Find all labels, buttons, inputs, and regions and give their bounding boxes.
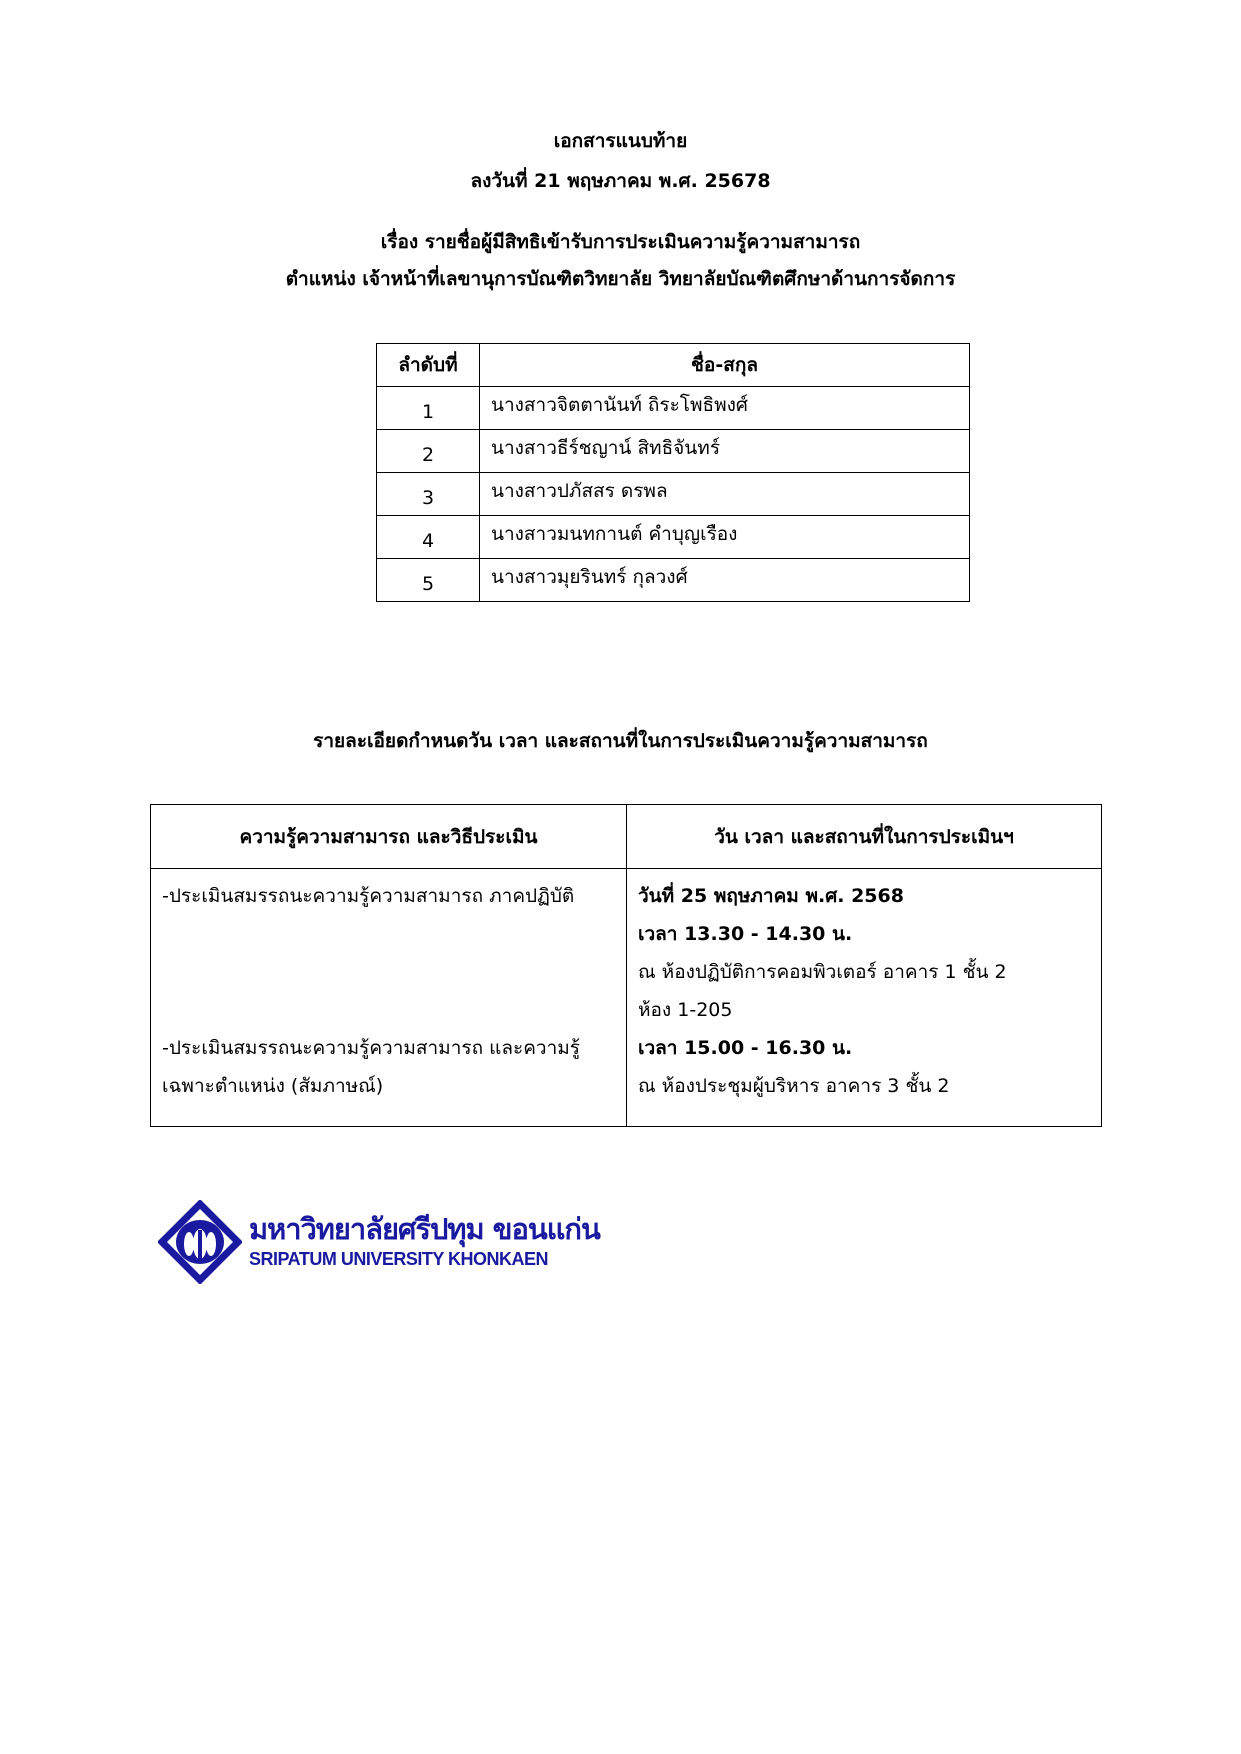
table-header-row [377, 344, 970, 387]
schedule-table [150, 804, 1102, 1127]
assessment-time-1: เวลา 13.30 - 14.30 น. [638, 923, 853, 945]
assessment-place-1-line2: ห้อง 1-205 [638, 999, 733, 1021]
assessment-place-2: ณ ห้องประชุมผู้บริหาร อาคาร 3 ชั้น 2 [638, 1075, 950, 1097]
document-subject: เรื่อง รายชื่อผู้มีสิทธิเข้ารับการประเมินความรู้ความสามารถ [380, 231, 861, 253]
assessment-place-1-line1: ณ ห้องปฏิบัติการคอมพิวเตอร์ อาคาร 1 ชั้น 2 [638, 961, 1007, 983]
table-row [377, 516, 970, 559]
assessment-interview-line1: -ประเมินสมรรถนะความรู้ความสามารถ และความรู้ [162, 1037, 580, 1059]
table-row [377, 387, 970, 430]
schedule-title: รายละเอียดกำหนดวัน เวลา และสถานที่ในการประเมินความรู้ความสามารถ [313, 730, 928, 752]
document-position: ตำแหน่ง เจ้าหน้าที่เลขานุการบัณฑิตวิทยาลัย วิทยาลัยบัณฑิตศึกษาด้านการจัดการ [285, 268, 956, 290]
table-row [377, 473, 970, 516]
row-number: 1 [377, 387, 480, 430]
row-name: นางสาวธีร์ชญาน์ สิทธิจันทร์ [480, 430, 970, 473]
row-name: นางสาวมนทกานต์ คำบุญเรือง [480, 516, 970, 559]
assessment-time-2: เวลา 15.00 - 16.30 น. [638, 1037, 853, 1059]
assessment-cell [151, 869, 627, 1127]
row-number: 3 [377, 473, 480, 516]
row-name: นางสาวปภัสสร ดรพล [480, 473, 970, 516]
assessment-interview-line2: เฉพาะตำแหน่ง (สัมภาษณ์) [162, 1075, 384, 1097]
table-row [377, 559, 970, 602]
row-number: 5 [377, 559, 480, 602]
row-number: 4 [377, 516, 480, 559]
logo-english-name: SRIPATUM UNIVERSITY KHONKAEN [249, 1249, 549, 1269]
column-header-datetime: วัน เวลา และสถานที่ในการประเมินฯ [627, 805, 1102, 869]
document-title: เอกสารแนบท้าย [553, 130, 688, 152]
lotus-emblem-icon [158, 1200, 242, 1284]
university-logo [158, 1196, 600, 1296]
column-header-order: ลำดับที่ [377, 344, 480, 387]
table-row [377, 430, 970, 473]
assessment-practical: -ประเมินสมรรถนะความรู้ความสามารถ ภาคปฏิบัติ [162, 885, 575, 907]
logo-thai-name: มหาวิทยาลัยศรีปทุม ขอนแก่น [249, 1212, 600, 1246]
datetime-cell [627, 869, 1102, 1127]
row-name: นางสาวจิตตานันท์ ถิระโพธิพงศ์ [480, 387, 970, 430]
column-header-name: ชื่อ-สกุล [480, 344, 970, 387]
schedule-row [151, 869, 1102, 1127]
schedule-header-row [151, 805, 1102, 869]
candidates-table [376, 343, 970, 602]
column-header-assessment: ความรู้ความสามารถ และวิธีประเมิน [151, 805, 627, 869]
assessment-date: วันที่ 25 พฤษภาคม พ.ศ. 2568 [638, 885, 904, 907]
row-name: นางสาวมุยรินทร์ กุลวงศ์ [480, 559, 970, 602]
row-number: 2 [377, 430, 480, 473]
document-date: ลงวันที่ 21 พฤษภาคม พ.ศ. 25678 [470, 170, 771, 192]
